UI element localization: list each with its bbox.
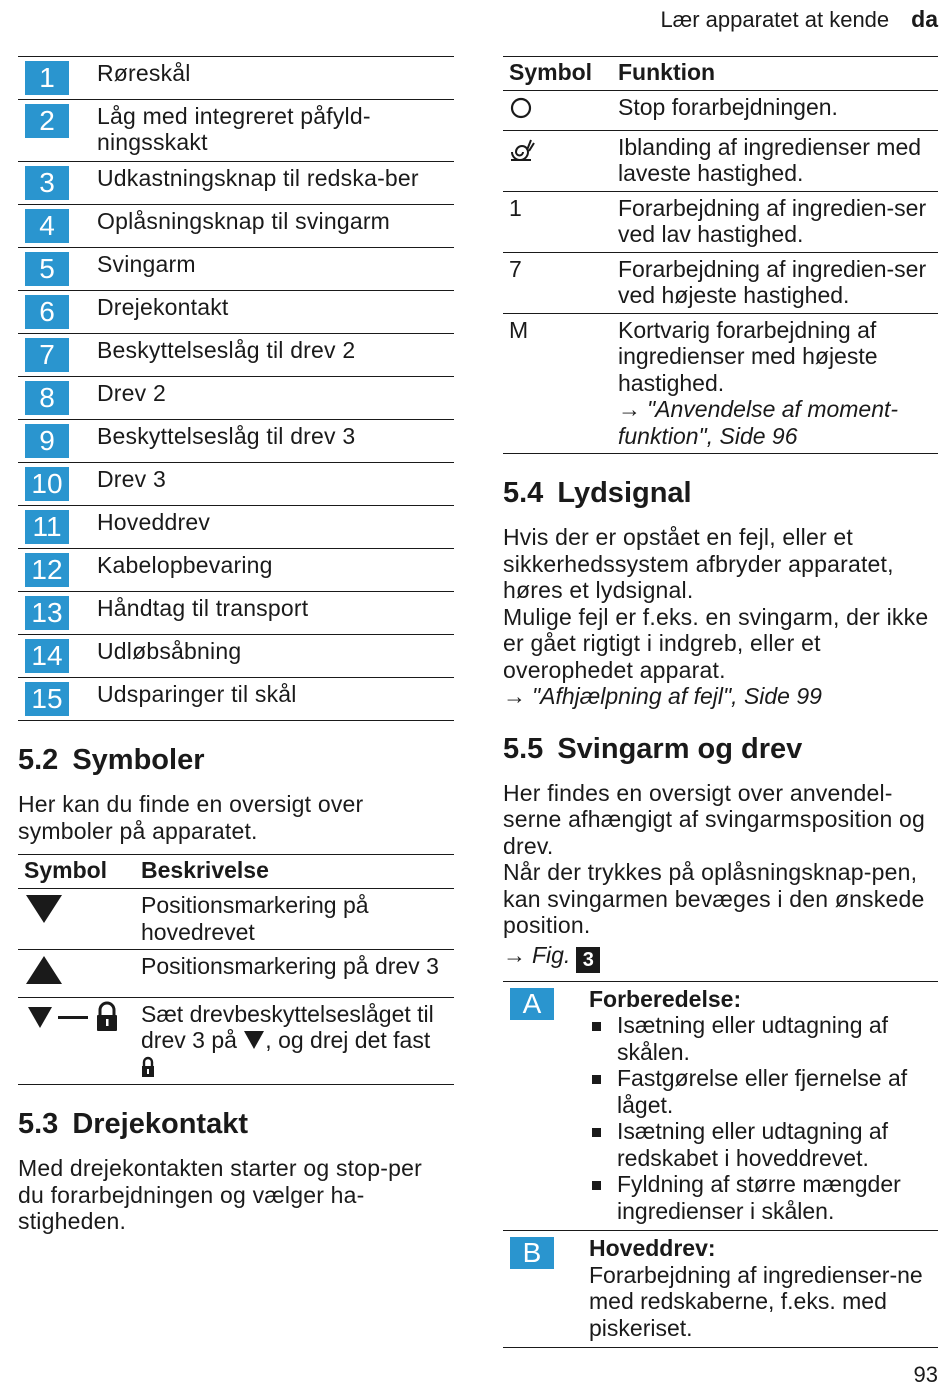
cross-reference-link[interactable]: → "Anvendelse af moment-funktion", Side 96 xyxy=(618,396,899,449)
position-title: Forberedelse: xyxy=(589,985,742,1012)
list-item xyxy=(18,99,454,161)
section-paragraph: Mulige fejl er f.eks. en svingarm, der ikke er gået rigtigt i indgreb, eller et overophedet apparat. xyxy=(503,603,929,683)
part-number-badge: 14 xyxy=(25,639,69,673)
function-text: Forarbejdning af ingredien-ser ved lav hastighed. xyxy=(612,191,938,252)
list-item: Isætning eller udtagning af redskabet i hoveddrevet. xyxy=(589,1118,938,1171)
function-table xyxy=(503,56,938,454)
list-item: Fastgørelse eller fjernelse af låget. xyxy=(589,1065,938,1118)
part-number-badge: 8 xyxy=(25,381,69,415)
section-title: 5.3 Drejekontakt xyxy=(18,1108,248,1140)
table-row xyxy=(18,950,454,998)
list-item: Isætning eller udtagning af skålen. xyxy=(589,1012,938,1065)
part-label: Udkastningsknap til redska-ber xyxy=(97,165,419,191)
position-text: Forarbejdning af ingredienser-ne med redskaberne, f.eks. med piskeriset. xyxy=(589,1261,923,1341)
page-number: 93 xyxy=(913,1362,938,1387)
part-number-badge: 7 xyxy=(25,338,69,372)
position-a-row xyxy=(503,981,938,1231)
table-row xyxy=(18,997,454,1085)
table-row xyxy=(503,91,938,131)
part-number-badge: 6 xyxy=(25,295,69,329)
triangle-down-icon xyxy=(243,1030,265,1050)
part-label: Udsparinger til skål xyxy=(97,681,297,707)
list-item xyxy=(18,290,454,333)
function-text: Kortvarig forarbejdning af ingredienser med højeste hastighed. xyxy=(618,316,878,396)
header-lang: da xyxy=(911,6,938,32)
section-5-5 xyxy=(503,732,938,1349)
list-item xyxy=(18,161,454,204)
part-number-badge: 13 xyxy=(25,596,69,630)
figure-reference[interactable]: → Fig. 3 xyxy=(503,942,938,973)
part-label: Hoveddrev xyxy=(97,509,211,535)
position-letter-badge: A xyxy=(510,988,554,1020)
col-header-description: Beskrivelse xyxy=(135,855,454,889)
section-title: 5.5 Svingarm og drev xyxy=(503,732,803,765)
section-title: 5.4 Lydsignal xyxy=(503,477,692,509)
table-row xyxy=(18,889,454,950)
col-header-symbol: Symbol xyxy=(18,855,135,889)
part-label: Oplåsningsknap til svingarm xyxy=(97,208,391,234)
triangle-up-icon xyxy=(24,953,64,987)
part-number-badge: 12 xyxy=(25,553,69,587)
function-text: Forarbejdning af ingredien-ser ved højeste hastighed. xyxy=(612,252,938,313)
circle-icon xyxy=(509,96,533,120)
triangle-down-icon xyxy=(24,892,64,924)
section-paragraph: Her findes en oversigt over anvendel-serne afhængigt af svingarmsposition og drev. xyxy=(503,779,926,859)
list-item xyxy=(18,591,454,634)
function-text: Stop forarbejdningen. xyxy=(612,91,938,131)
list-item: Fyldning af større mængder ingredienser i skålen. xyxy=(589,1171,938,1224)
figure-number-badge: 3 xyxy=(576,947,600,973)
list-item xyxy=(18,419,454,462)
part-label: Beskyttelseslåg til drev 2 xyxy=(97,337,356,363)
table-row xyxy=(503,252,938,313)
left-column xyxy=(18,56,454,1235)
part-number-badge: 2 xyxy=(25,104,69,138)
list-item xyxy=(18,505,454,548)
symbol-description: Positionsmarkering på hovedrevet xyxy=(135,889,454,950)
section-5-4 xyxy=(503,476,938,710)
section-title: 5.2 Symboler xyxy=(18,744,205,776)
list-item xyxy=(18,548,454,591)
list-item xyxy=(18,56,454,99)
list-item xyxy=(18,247,454,290)
part-number-badge: 11 xyxy=(25,510,69,544)
part-number-badge: 5 xyxy=(25,252,69,286)
part-label: Drejekontakt xyxy=(97,294,229,320)
col-header-function: Funktion xyxy=(612,57,938,91)
list-item xyxy=(18,376,454,419)
function-text: Iblanding af ingredienser med laveste hastighed. xyxy=(612,130,938,191)
page-header xyxy=(660,6,938,33)
part-label: Udløbsåbning xyxy=(97,638,242,664)
header-section: Lær apparatet at kende xyxy=(660,7,890,32)
part-number-badge: 1 xyxy=(25,61,69,95)
section-intro: Her kan du finde en oversigt over symboler på apparatet. xyxy=(18,791,364,844)
part-number-badge: 10 xyxy=(25,467,69,501)
list-item xyxy=(18,462,454,505)
symbol-description: Positionsmarkering på drev 3 xyxy=(135,950,454,998)
function-symbol: 1 xyxy=(503,191,612,252)
list-item xyxy=(18,677,454,721)
list-item xyxy=(18,333,454,376)
part-label: Kabelopbevaring xyxy=(97,552,273,578)
part-label: Beskyttelseslåg til drev 3 xyxy=(97,423,356,449)
symbol-description: Sæt drevbeskyttelseslåget til drev 3 på , og drej det fast xyxy=(135,997,454,1085)
table-row xyxy=(503,191,938,252)
function-symbol: 7 xyxy=(503,252,612,313)
part-label: Håndtag til transport xyxy=(97,595,309,621)
part-number-badge: 4 xyxy=(25,209,69,243)
part-label: Røreskål xyxy=(97,60,191,86)
table-row xyxy=(503,313,938,454)
function-symbol: M xyxy=(503,313,612,454)
symbols-table xyxy=(18,854,454,1085)
lock-icon xyxy=(141,1056,155,1078)
triangle-dash-lock-icon xyxy=(24,1001,126,1033)
list-item xyxy=(18,634,454,677)
section-paragraph: Når der trykkes på oplåsningsknap-pen, kan svingarmen bevæges i den ønskede position. xyxy=(503,859,925,938)
part-label: Drev 2 xyxy=(97,380,166,406)
list-item xyxy=(18,204,454,247)
part-label: Låg med integreret påfyld-ningsskakt xyxy=(97,103,371,155)
right-column xyxy=(503,56,938,1348)
position-b-row xyxy=(503,1230,938,1348)
position-title: Hoveddrev: xyxy=(589,1235,716,1261)
parts-list xyxy=(18,56,454,721)
bullet-list xyxy=(589,1012,938,1224)
section-text: Med drejekontakten starter og stop-per du forarbejdningen og vælger ha-stigheden. xyxy=(18,1155,422,1234)
part-label: Drev 3 xyxy=(97,466,166,492)
slow-mix-icon xyxy=(509,136,535,162)
cross-reference-link[interactable]: → "Afhjælpning af fejl", Side 99 xyxy=(503,683,822,709)
col-header-symbol: Symbol xyxy=(503,57,612,91)
part-number-badge: 9 xyxy=(25,424,69,458)
part-number-badge: 3 xyxy=(25,166,69,200)
part-label: Svingarm xyxy=(97,251,196,277)
part-number-badge: 15 xyxy=(25,682,69,716)
section-paragraph: Hvis der er opstået en fejl, eller et sikkerhedssystem afbryder apparatet, høres et lydsignal. xyxy=(503,524,894,603)
section-5-2 xyxy=(18,743,454,1085)
section-5-3 xyxy=(18,1107,454,1235)
table-row xyxy=(503,130,938,191)
position-letter-badge: B xyxy=(510,1237,554,1269)
